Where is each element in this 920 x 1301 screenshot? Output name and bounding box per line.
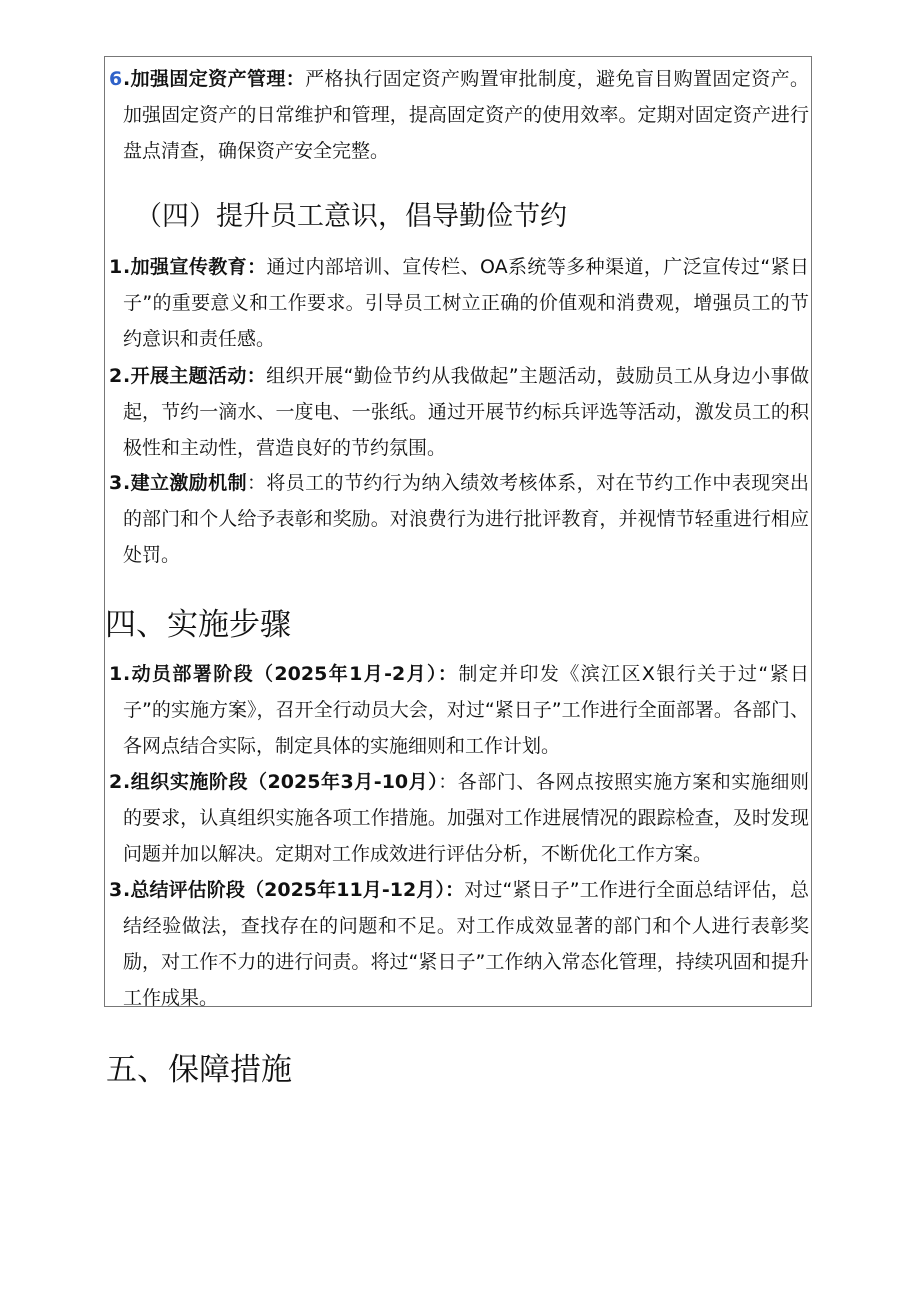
item-mobilization-stage: [105, 656, 811, 764]
item-number: 2: [109, 771, 123, 793]
item-number: 3: [109, 472, 123, 494]
subheading-staff-awareness: （四）提升员工意识，倡导勤俭节约: [135, 201, 567, 232]
item-lead: .组织实施阶段（2025年3月-10月）: [123, 771, 439, 793]
item-incentive-mechanism: [105, 465, 811, 573]
item-number: 2: [109, 365, 123, 387]
item-body: 制定并印发《滨江区X银行关于过“紧日子”的实施方案》，召开全行动员大会，对过“紧日子”工作进行全面部署。各部门、各网点结合实际，制定具体的实施细则和工作计划。: [123, 663, 809, 757]
item-lead: .加强固定资产管理：: [123, 68, 306, 90]
item-implementation-stage: [105, 764, 811, 872]
section-heading-implementation-steps: 四、实施步骤: [105, 607, 291, 643]
item-theme-activities: [105, 358, 811, 466]
item-publicity-education: [105, 249, 811, 357]
item-body: ：各部门、各网点按照实施方案和实施细则的要求，认真组织实施各项工作措施。加强对工作进展情况的跟踪检查，及时发现问题并加以解决。定期对工作成效进行评估分析，不断优化工作方案。: [123, 771, 809, 865]
item-fixed-asset-management: [105, 61, 811, 169]
item-body: 组织开展“勤俭节约从我做起”主题活动，鼓励员工从身边小事做起，节约一滴水、一度电、一张纸。通过开展节约标兵评选等活动，激发员工的积极性和主动性，营造良好的节约氛围。: [123, 365, 809, 459]
item-number: 1: [109, 256, 123, 278]
item-lead: .建立激励机制: [123, 472, 247, 494]
item-body: 通过内部培训、宣传栏、OA系统等多种渠道，广泛宣传过“紧日子”的重要意义和工作要求。引导员工树立正确的价值观和消费观，增强员工的节约意识和责任感。: [123, 256, 810, 350]
item-number: 6: [109, 68, 123, 90]
item-number: 3: [109, 879, 123, 901]
content-table-cell: [104, 56, 812, 1007]
item-body: 严格执行固定资产购置审批制度，避免盲目购置固定资产。加强固定资产的日常维护和管理，提高固定资产的使用效率。定期对固定资产进行盘点清查，确保资产安全完整。: [123, 68, 809, 162]
item-number: 1: [109, 663, 123, 685]
item-body: ：将员工的节约行为纳入绩效考核体系，对在节约工作中表现突出的部门和个人给予表彰和奖励。对浪费行为进行批评教育，并视情节轻重进行相应处罚。: [123, 472, 809, 566]
section-heading-safeguard-measures: 五、保障措施: [106, 1052, 292, 1088]
item-lead: .总结评估阶段（2025年11月-12月）：: [123, 879, 465, 901]
item-lead: .开展主题活动：: [123, 365, 267, 387]
item-lead: .动员部署阶段（2025年1月-2月）：: [123, 663, 459, 685]
item-body: 对过“紧日子”工作进行全面总结评估，总结经验做法，查找存在的问题和不足。对工作成效显著的部门和个人进行表彰奖励，对工作不力的进行问责。将过“紧日子”工作纳入常态化管理，持续巩固和提升工作成果。: [123, 879, 809, 1009]
item-lead: .加强宣传教育：: [123, 256, 267, 278]
item-evaluation-stage: [105, 872, 811, 1016]
